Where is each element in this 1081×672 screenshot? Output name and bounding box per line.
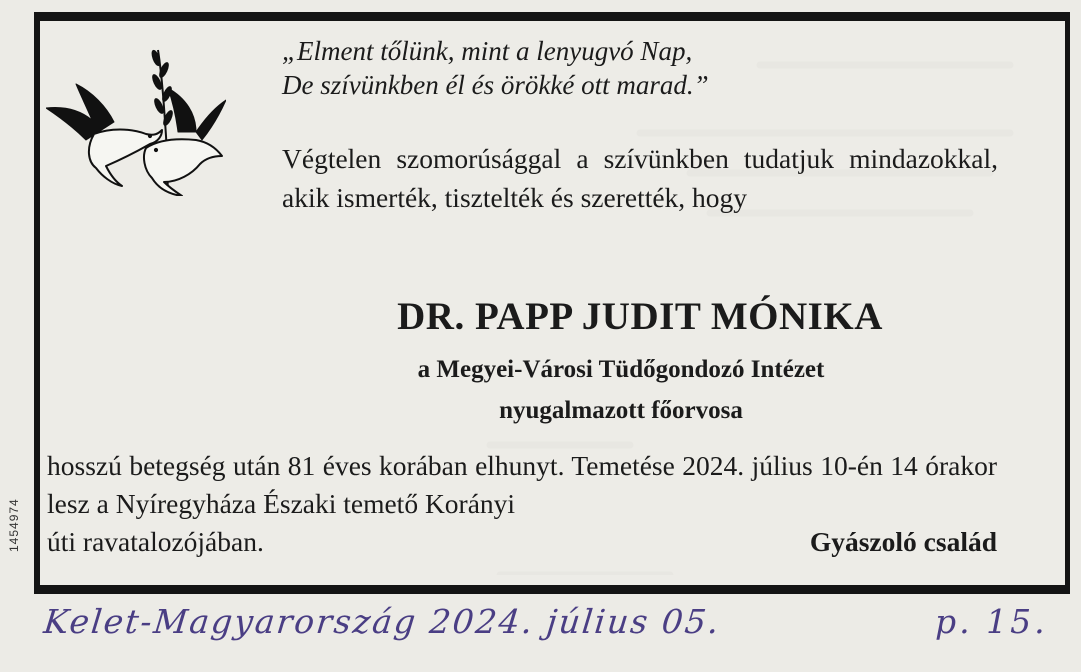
quote-line-2: De szívünkben él és örökké ott marad.” <box>282 70 709 100</box>
deceased-name: DR. PAPP JUDIT MÓNIKA <box>397 295 883 338</box>
ad-number: 1454974 <box>7 498 21 552</box>
announcement-intro: Végtelen szomorúsággal a szívünkben tudatjuk mindazokkal, akik ismerték, tisztelték és szerették, hogy <box>282 143 998 213</box>
funeral-details <box>47 447 997 561</box>
funeral-details-text: hosszú betegség után 81 éves korában elhunyt. Temetése 2024. július 10-én 14 órakor lesz a Nyíregyháza Északi temető Korányi <box>47 450 997 519</box>
doves-with-olive-branch-icon <box>46 36 226 196</box>
memorial-quote <box>282 34 709 102</box>
position-line-2: nyugalmazott főorvosa <box>499 397 743 424</box>
handwritten-page-number: p. 15. <box>935 602 1048 641</box>
handwritten-source-note: Kelet-Magyarország 2024. július 05. <box>41 602 723 641</box>
funeral-details-text-end: úti ravatalozójában. <box>47 526 264 557</box>
funeral-details-last-line <box>47 523 997 561</box>
quote-line-1: „Elment tőlünk, mint a lenyugvó Nap, <box>282 36 693 66</box>
position-line-1: a Megyei-Városi Tüdőgondozó Intézet <box>417 356 825 383</box>
signature: Gyászoló család <box>809 526 997 557</box>
